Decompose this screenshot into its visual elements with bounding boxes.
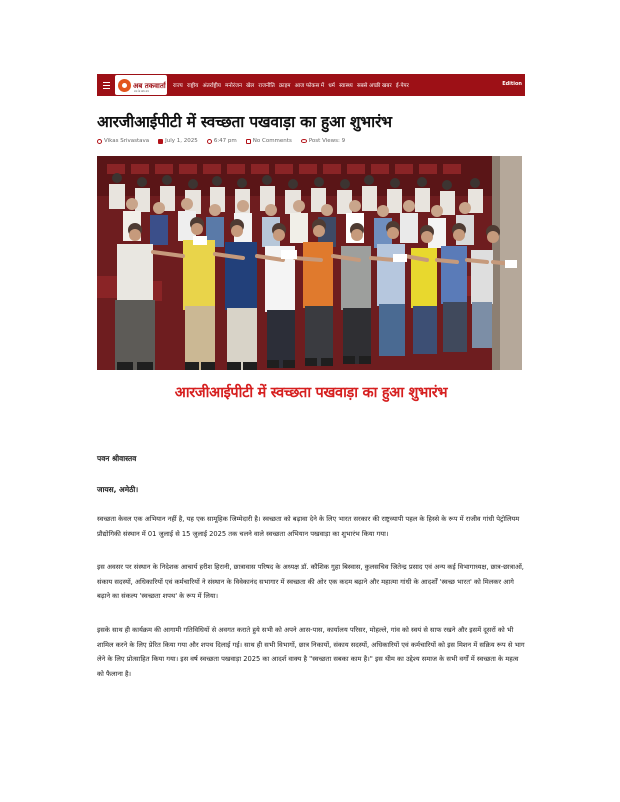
article-paragraph: इसके साथ ही कार्यक्रम की आगामी गतिविधियों से अवगत कराते हुये सभी को अपने आस-पास, कार्यालय परिसर, मोहल्ले, गांव को स्वयं से साफ रखने और इसमें दूसरों को भी शामिल करने के लिए प्रेरित किया गया और शपथ दिलाई गई। साथ ही सभी विभागों, छात्र निकायों, संकाय सदस्यों, अधिकारियों एवं कर्मचारियों को इस मिशन में सक्रिय रूप से भाग लेने के लिए प्रोत्साहित किया गया। इस वर्ष स्वच्छता पखवाड़ा 2025 का आदर्श वाक्य है "स्वच्छता सबका काम है।" इस थीम का उद्देश्य समाज के सभी वर्गों में स्वच्छता के महत्व को फैलाना है। bbox=[97, 626, 525, 678]
calendar-icon bbox=[158, 139, 163, 144]
menu-icon[interactable] bbox=[99, 74, 113, 96]
page bbox=[97, 74, 525, 678]
menu-item[interactable]: राज्य bbox=[173, 83, 183, 89]
article-title: आरजीआईपीटी में स्वच्छता पखवाड़ा का हुआ शुभारंभ bbox=[97, 113, 392, 131]
menu-item[interactable]: मनोरंजन bbox=[225, 83, 242, 89]
menu-item[interactable]: अंतर्राष्ट्रीय bbox=[202, 83, 221, 89]
article-meta bbox=[97, 138, 345, 144]
photo-caption: आरजीआईपीटी में स्वच्छता पखवाड़ा का हुआ शुभारंभ bbox=[174, 385, 448, 401]
menu-item[interactable]: खेल bbox=[246, 83, 255, 89]
menu-item[interactable]: सबसे अच्छी खबर bbox=[356, 83, 392, 89]
edition-link[interactable]: Edition bbox=[502, 81, 522, 87]
clock-icon bbox=[207, 139, 212, 144]
logo-name: अब तकवार्ता bbox=[133, 80, 166, 90]
author-name: Vikas Srivastava bbox=[104, 138, 150, 144]
menu-item[interactable]: स्वास्थ्य bbox=[339, 83, 353, 89]
menu-item[interactable]: ई-पेपर bbox=[395, 83, 409, 89]
post-time: 6:47 pm bbox=[213, 138, 237, 144]
menu-item[interactable]: राष्ट्रीय bbox=[187, 83, 199, 89]
article-paragraph: इस अवसर पर संस्थान के निदेशक आचार्य हरीश हिरानी, छात्रावास परिषद के अध्यक्ष डॉ. कौशिक गुहा बिस्वास, कुलसचिव जितेन्द्र प्रसाद एवं अन्य कई विभागाध्यक्ष, छात्र-छात्राओं, संकाय सदस्यों, अधिकारियों एवं कर्मचारियों ने संस्थान के विवेकानंद सभागार में स्वच्छता की ओर एक कदम बढ़ाने और महात्मा गांधी के आदर्शों 'स्वच्छ भारत' को मिलकर आगे बढ़ाने का संकल्प 'स्वच्छता शपथ' के रूप में लिया। bbox=[97, 563, 524, 601]
comments-meta[interactable] bbox=[246, 138, 292, 144]
logo-tagline: सच के साथ सच bbox=[134, 90, 149, 93]
dateline-place: जायस, अमेठी। bbox=[97, 485, 139, 494]
reporter-byline: पवन श्रीवास्तव bbox=[97, 454, 137, 463]
site-logo[interactable] bbox=[115, 75, 167, 95]
post-views: Post Views: 9 bbox=[308, 138, 346, 144]
user-icon bbox=[97, 139, 102, 144]
menu-item[interactable]: आज फोकस में bbox=[294, 83, 325, 89]
event-photo-image bbox=[97, 156, 522, 370]
author-meta[interactable] bbox=[97, 138, 149, 144]
menu-item[interactable]: क्राइम bbox=[279, 83, 291, 89]
date-meta bbox=[158, 138, 198, 144]
logo-mark-icon bbox=[118, 79, 131, 92]
comments-count: No Comments bbox=[252, 138, 292, 144]
post-date: July 1, 2025 bbox=[165, 138, 198, 144]
comment-icon bbox=[246, 139, 251, 144]
time-meta bbox=[207, 138, 237, 144]
menu-item[interactable]: राजनीति bbox=[258, 83, 275, 89]
menu-item[interactable]: धर्म bbox=[328, 83, 335, 89]
article-photo bbox=[97, 156, 522, 370]
top-navbar bbox=[97, 74, 525, 96]
eye-icon bbox=[301, 139, 307, 143]
article-paragraph: स्वच्छता केवल एक अभियान नहीं है, यह एक सामूहिक जिम्मेदारी है। स्वच्छता को बढ़ावा देने के लिए भारत सरकार की राष्ट्रव्यापी पहल के हिस्से के रूप में राजीव गांधी पेट्रोलियम प्रौद्योगिकी संस्थान में 01 जुलाई से 15 जुलाई 2025 तक चलने वाले स्वच्छता अभियान पखवाड़ा का शुभारंभ किया गया। bbox=[97, 515, 520, 538]
main-menu bbox=[173, 81, 409, 89]
views-meta bbox=[301, 138, 345, 144]
